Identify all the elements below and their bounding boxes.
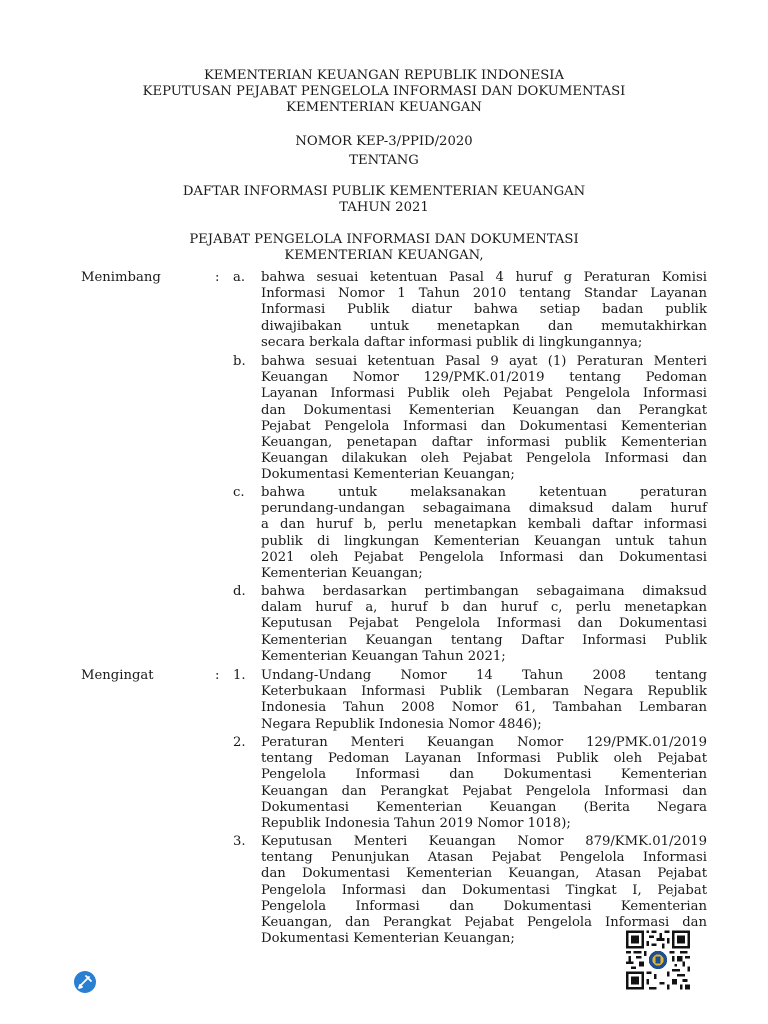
- text-line: Keputusan Pejabat Pengelola Informasi dan Dokumentasi: [261, 616, 707, 632]
- text-line: 2021 oleh Pejabat Pengelola Informasi dan Dokumentasi: [261, 549, 707, 565]
- text-line: publik di lingkungan Kementerian Keuangan untuk tahun: [261, 533, 707, 549]
- document-header: [0, 68, 768, 117]
- subject-line2: TAHUN 2021: [339, 200, 429, 216]
- official-heading: [0, 232, 768, 264]
- menimbang-item-c-marker: c.: [233, 485, 245, 500]
- about-heading: [0, 153, 768, 169]
- menimbang-item-d: [261, 584, 707, 665]
- mengingat-item-1-marker: 1.: [233, 668, 246, 683]
- text-line: Informasi Publik diatur bahwa setiap badan publik: [261, 302, 707, 318]
- mengingat-colon: :: [215, 668, 220, 683]
- text-line: Pengelola Informasi dan Dokumentasi Kementerian: [261, 898, 707, 914]
- text-line: Keuangan dan Perangkat Pejabat Pengelola Informasi dan: [261, 783, 707, 799]
- e-sign-logo-icon: [73, 970, 97, 994]
- text-line: Kementerian Keuangan;: [261, 566, 423, 582]
- text-line: Kementerian Keuangan Tahun 2021;: [261, 648, 506, 664]
- menimbang-colon: :: [215, 270, 220, 285]
- qr-code-icon: [626, 930, 690, 990]
- mengingat-item-2-marker: 2.: [233, 735, 246, 750]
- text-line: Dokumentasi Kementerian Keuangan;: [261, 467, 515, 483]
- ministry-title: KEMENTERIAN KEUANGAN REPUBLIK INDONESIA: [203, 68, 565, 83]
- mengingat-item-3-marker: 3.: [233, 834, 246, 849]
- menimbang-item-b-marker: b.: [233, 354, 246, 369]
- text-line: secara berkala daftar informasi publik di lingkungannya;: [261, 334, 643, 350]
- text-line: Keuangan, dan Perangkat Pejabat Pengelola Informasi dan: [261, 915, 707, 931]
- mengingat-item-2: [261, 735, 707, 832]
- text-line: Pengelola Informasi dan Dokumentasi Kementerian: [261, 767, 707, 783]
- text-line: Pejabat Pengelola Informasi dan Dokumentasi Kementerian: [261, 418, 707, 434]
- text-line: bahwa berdasarkan pertimbangan sebagaimana dimaksud: [261, 584, 707, 599]
- text-line: diwajibakan untuk menetapkan dan memutakhirkan: [261, 318, 707, 334]
- decision-number-text: NOMOR KEP-3/PPID/2020: [295, 134, 473, 149]
- menimbang-item-a: [261, 270, 707, 351]
- menimbang-item-a-marker: a.: [233, 270, 246, 285]
- decision-title-line1: KEPUTUSAN PEJABAT PENGELOLA INFORMASI DAN DOKUMENTASI: [142, 84, 626, 100]
- text-line: Peraturan Menteri Keuangan Nomor 129/PMK.01/2019: [261, 735, 707, 750]
- text-line: bahwa untuk melaksanakan ketentuan peraturan: [261, 485, 707, 500]
- text-line: tentang Pedoman Layanan Informasi Publik oleh Pejabat: [261, 751, 707, 767]
- mengingat-item-1: [261, 668, 707, 733]
- text-line: dan Dokumentasi Kementerian Keuangan, Atasan Pejabat: [261, 866, 707, 882]
- text-line: Keuangan dilakukan oleh Pejabat Pengelola Informasi dan: [261, 451, 707, 467]
- text-line: Layanan Informasi Publik oleh Pejabat Pengelola Informasi: [261, 386, 707, 402]
- mengingat-label: Mengingat: [81, 668, 154, 683]
- subject-line1: DAFTAR INFORMASI PUBLIK KEMENTERIAN KEUANGAN: [182, 184, 586, 199]
- text-line: Keuangan, penetapan daftar informasi publik Kementerian: [261, 435, 707, 451]
- text-line: perundang-undangan sebagaimana dimaksud dalam huruf: [261, 501, 707, 517]
- text-line: tentang Penunjukan Atasan Pejabat Pengelola Informasi: [261, 850, 707, 866]
- decision-number: [0, 134, 768, 150]
- subject-heading: [0, 184, 768, 216]
- text-line: Keuangan Nomor 129/PMK.01/2019 tentang Pedoman: [261, 370, 707, 386]
- text-line: Kementerian Keuangan tentang Daftar Informasi Publik: [261, 632, 707, 648]
- text-line: Undang-Undang Nomor 14 Tahun 2008 tentang: [261, 668, 707, 683]
- text-line: Pengelola Informasi dan Dokumentasi Tingkat I, Pejabat: [261, 882, 707, 898]
- text-line: Republik Indonesia Tahun 2019 Nomor 1018);: [261, 816, 571, 832]
- text-line: dalam huruf a, huruf b dan huruf c, perlu menetapkan: [261, 600, 707, 616]
- text-line: Keterbukaan Informasi Publik (Lembaran Negara Republik: [261, 684, 707, 700]
- text-line: Negara Republik Indonesia Nomor 4846);: [261, 716, 542, 732]
- text-line: a dan huruf b, perlu menetapkan kembali daftar informasi: [261, 517, 707, 533]
- text-line: bahwa sesuai ketentuan Pasal 4 huruf g Peraturan Komisi: [261, 270, 707, 285]
- text-line: Informasi Nomor 1 Tahun 2010 tentang Standar Layanan: [261, 286, 707, 302]
- menimbang-item-d-marker: d.: [233, 584, 246, 599]
- menimbang-item-c: [261, 485, 707, 582]
- about-text: TENTANG: [349, 153, 419, 168]
- menimbang-label: Menimbang: [81, 270, 161, 285]
- menimbang-item-b: [261, 354, 707, 484]
- official-line2: KEMENTERIAN KEUANGAN,: [284, 248, 484, 264]
- official-line1: PEJABAT PENGELOLA INFORMASI DAN DOKUMENTASI: [189, 232, 579, 247]
- text-line: dan Dokumentasi Kementerian Keuangan dan Perangkat: [261, 402, 707, 418]
- text-line: Indonesia Tahun 2008 Nomor 61, Tambahan Lembaran: [261, 700, 707, 716]
- text-line: Dokumentasi Kementerian Keuangan;: [261, 931, 515, 947]
- text-line: Dokumentasi Kementerian Keuangan (Berita Negara: [261, 799, 707, 815]
- decision-title-line2: KEMENTERIAN KEUANGAN: [286, 100, 482, 116]
- text-line: bahwa sesuai ketentuan Pasal 9 ayat (1) Peraturan Menteri: [261, 354, 707, 369]
- text-line: Keputusan Menteri Keuangan Nomor 879/KMK.01/2019: [261, 834, 707, 849]
